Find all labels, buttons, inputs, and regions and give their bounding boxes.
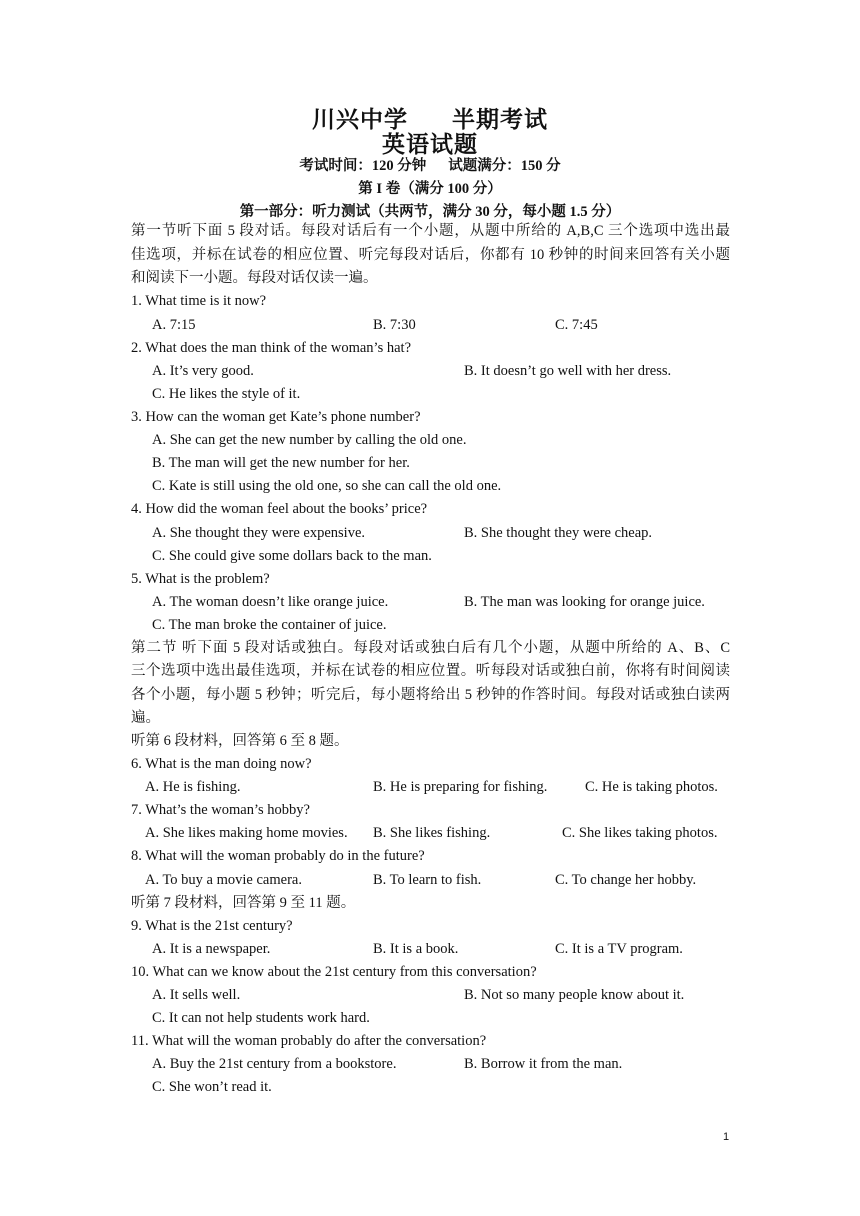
option-b: B. To learn to fish. bbox=[373, 872, 482, 888]
option-c: C. He is taking photos. bbox=[585, 779, 718, 795]
question-stem: 10. What can we know about the 21st century from this conversation? bbox=[131, 964, 537, 980]
exam-meta bbox=[0, 154, 860, 175]
option-c: C. She likes taking photos. bbox=[562, 825, 718, 841]
option-a: A. 7:15 bbox=[152, 317, 196, 333]
option-b: B. 7:30 bbox=[373, 317, 416, 333]
option-c: C. 7:45 bbox=[555, 317, 598, 333]
question-stem: 5. What is the problem? bbox=[131, 571, 270, 587]
section2-instruction-line: 遍。 bbox=[131, 710, 160, 726]
question-stem: 1. What time is it now? bbox=[131, 293, 267, 309]
exam-score: 试题满分：150 分 bbox=[448, 158, 561, 174]
option-a: A. She thought they were expensive. bbox=[152, 525, 366, 541]
question-stem: 4. How did the woman feel about the books’ price? bbox=[131, 501, 428, 517]
option-a: A. The woman doesn’t like orange juice. bbox=[152, 594, 389, 610]
option-b: B. The man will get the new number for her. bbox=[152, 455, 410, 471]
material-heading: 听第 6 段材料，回答第 6 至 8 题。 bbox=[131, 733, 349, 749]
school-name: 川兴中学 bbox=[312, 107, 408, 132]
option-a: A. She can get the new number by calling the old one. bbox=[152, 432, 467, 448]
question-stem: 3. How can the woman get Kate’s phone number? bbox=[131, 409, 421, 425]
option-c: C. The man broke the container of juice. bbox=[152, 617, 387, 633]
question-stem: 6. What is the man doing now? bbox=[131, 756, 312, 772]
section2-instruction-line: 各个小题，每小题 5 秒钟；听完后，每小题将给出 5 秒钟的作答时间。每段对话或独白读两 bbox=[131, 687, 730, 703]
option-a: A. It is a newspaper. bbox=[152, 941, 271, 957]
option-a: A. It sells well. bbox=[152, 987, 241, 1003]
option-b: B. It is a book. bbox=[373, 941, 459, 957]
section1-instruction-line: 和阅读下一小题。每段对话仅读一遍。 bbox=[131, 270, 378, 286]
exam-name: 半期考试 bbox=[452, 107, 548, 132]
option-a: A. She likes making home movies. bbox=[145, 825, 348, 841]
option-a: A. Buy the 21st century from a bookstore. bbox=[152, 1056, 397, 1072]
option-b: B. She thought they were cheap. bbox=[464, 525, 653, 541]
option-a: A. It’s very good. bbox=[152, 363, 254, 379]
section2-instruction-line: 三个选项中选出最佳选项，并标在试卷的相应位置。听每段对话或独白前，你将有时间阅读 bbox=[131, 663, 730, 679]
volume-heading: 第 I 卷（满分 100 分） bbox=[358, 181, 502, 197]
option-b: B. The man was looking for orange juice. bbox=[464, 594, 705, 610]
option-a: A. He is fishing. bbox=[145, 779, 241, 795]
question-stem: 2. What does the man think of the woman’s hat? bbox=[131, 340, 412, 356]
section1-instruction-line: 第一节听下面 5 段对话。每段对话后有一个小题，从题中所给的 A,B,C 三个选项中选出最 bbox=[131, 223, 730, 239]
option-c: C. To change her hobby. bbox=[555, 872, 697, 888]
option-c: C. It is a TV program. bbox=[555, 941, 683, 957]
question-stem: 8. What will the woman probably do in the future? bbox=[131, 848, 425, 864]
section2-instruction-line: 第二节 听下面 5 段对话或独白。每段对话或独白后有几个小题，从题中所给的 A、B、C bbox=[131, 640, 730, 656]
option-c: C. He likes the style of it. bbox=[152, 386, 301, 402]
material-heading: 听第 7 段材料，回答第 9 至 11 题。 bbox=[131, 895, 356, 911]
subject-title: 英语试题 bbox=[382, 132, 478, 157]
question-stem: 7. What’s the woman’s hobby? bbox=[131, 802, 310, 818]
section1-instruction-line: 佳选项，并标在试卷的相应位置、听完每段对话后，你都有 10 秒钟的时间来回答有关小题 bbox=[131, 247, 730, 263]
question-stem: 9. What is the 21st century? bbox=[131, 918, 293, 934]
option-c: C. She could give some dollars back to the man. bbox=[152, 548, 432, 564]
exam-time: 考试时间：120 分钟 bbox=[299, 158, 427, 174]
option-b: B. Borrow it from the man. bbox=[464, 1056, 623, 1072]
page-number: 1 bbox=[723, 1131, 730, 1143]
option-b: B. Not so many people know about it. bbox=[464, 987, 685, 1003]
part-heading: 第一部分：听力测试（共两节，满分 30 分，每小题 1.5 分） bbox=[239, 204, 621, 220]
option-b: B. She likes fishing. bbox=[373, 825, 491, 841]
question-stem: 11. What will the woman probably do after the conversation? bbox=[131, 1033, 487, 1049]
option-c: C. She won’t read it. bbox=[152, 1079, 272, 1095]
option-c: C. Kate is still using the old one, so she can call the old one. bbox=[152, 478, 502, 494]
option-a: A. To buy a movie camera. bbox=[145, 872, 302, 888]
option-b: B. It doesn’t go well with her dress. bbox=[464, 363, 672, 379]
option-c: C. It can not help students work hard. bbox=[152, 1010, 370, 1026]
option-b: B. He is preparing for fishing. bbox=[373, 779, 548, 795]
